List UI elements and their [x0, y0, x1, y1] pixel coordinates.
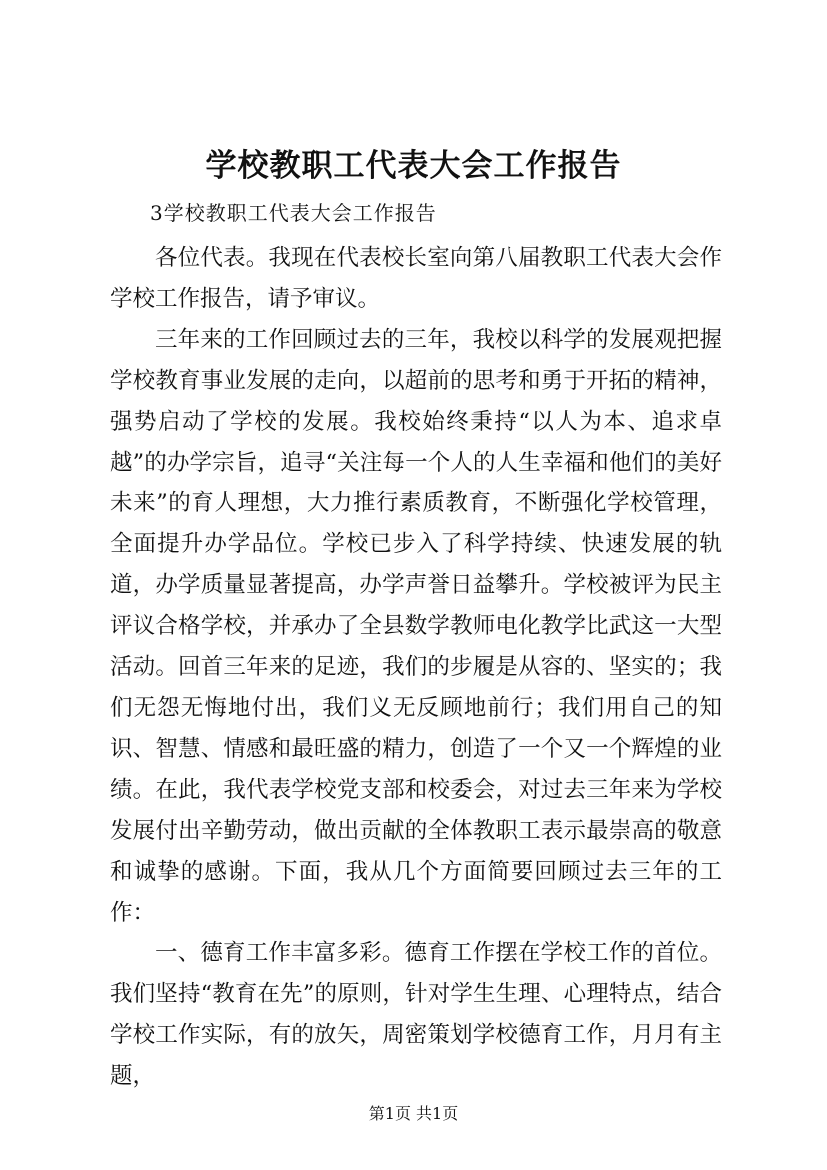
document-body	[110, 238, 722, 1097]
page-footer: 第1页 共1页	[368, 1104, 459, 1123]
document-subtitle: 3学校教职工代表大会工作报告	[150, 201, 437, 225]
paragraph-greeting: 各位代表。我现在代表校长室向第八届教职工代表大会作学校工作报告，请予审议。	[110, 245, 722, 312]
paragraph-moral-education: 一、德育工作丰富多彩。德育工作摆在学校工作的首位。我们坚持“教育在先”的原则，针对学生生理、心理特点，结合学校工作实际，有的放矢，周密策划学校德育工作，月月有主题，	[110, 940, 722, 1090]
document-title: 学校教职工代表大会工作报告	[205, 148, 622, 184]
paragraph-review: 三年来的工作回顾过去的三年，我校以科学的发展观把握学校教育事业发展的走向，以超前的思考和勇于开拓的精神，强势启动了学校的发展。我校始终秉持“以人为本、追求卓越”的办学宗旨，追寻“关注每一个人的人生幸福和他们的美好未来”的育人理想，大力推行素质教育，不断强化学校管理，全面提升办学品位。学校已步入了科学持续、快速发展的轨道，办学质量显著提高，办学声誉日益攀升。学校被评为民主评议合格学校，并承办了全县数学教师电化教学比武这一大型活动。回首三年来的足迹，我们的步履是从容的、坚实的；我们无怨无悔地付出，我们义无反顾地前行；我们用自己的知识、智慧、情感和最旺盛的精力，创造了一个又一个辉煌的业绩。在此，我代表学校党支部和校委会，对过去三年来为学校发展付出辛勤劳动，做出贡献的全体教职工表示最崇高的敬意和诚挚的感谢。下面，我从几个方面简要回顾过去三年的工作：	[110, 326, 722, 926]
